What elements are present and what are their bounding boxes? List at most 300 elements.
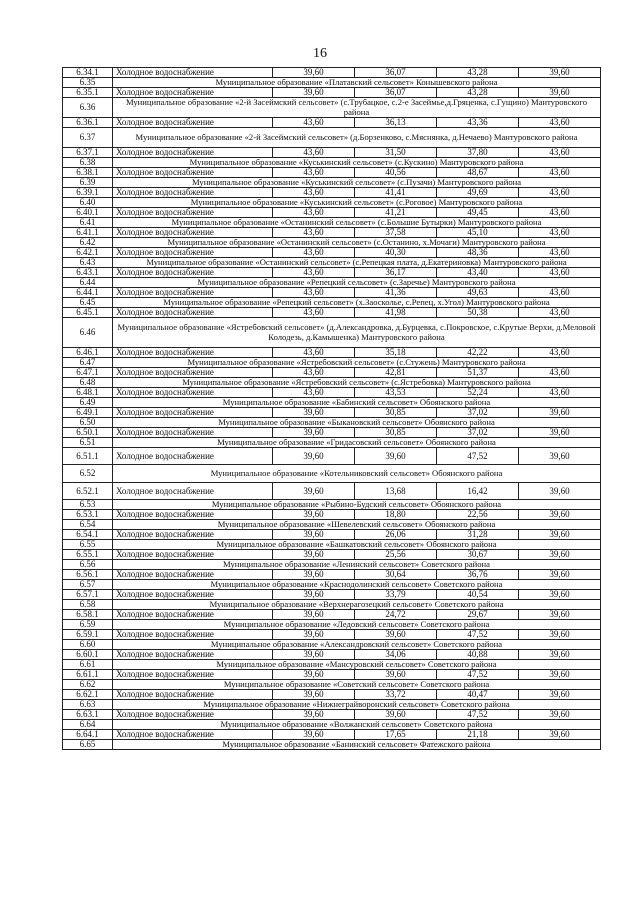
municipality-name: Муниципальное образование «Ястребовский сельсовет» (д.Александровка, д.Бурцевка, с.Покровское, с.Крутые Верхи, д.Меловой Колодезь, д.Камышенка) Мантуровского района <box>113 318 601 348</box>
service-name: Холодное водоснабжение <box>113 530 273 540</box>
tariff-value-1: 43,60 <box>273 368 355 378</box>
tariff-value-4: 39,60 <box>519 530 601 540</box>
service-row <box>63 610 601 620</box>
row-number: 6.42.1 <box>63 248 113 258</box>
row-number: 6.43 <box>63 258 113 268</box>
row-number: 6.61 <box>63 660 113 670</box>
municipality-row <box>63 128 601 148</box>
tariff-value-2: 41,41 <box>355 188 437 198</box>
service-row <box>63 288 601 298</box>
service-row <box>63 510 601 520</box>
row-number: 6.51 <box>63 438 113 448</box>
tariff-value-4: 43,60 <box>519 368 601 378</box>
tariff-value-3: 43,40 <box>437 268 519 278</box>
service-name: Холодное водоснабжение <box>113 550 273 560</box>
municipality-row <box>63 640 601 650</box>
tariff-value-1: 39,60 <box>273 448 355 465</box>
municipality-name: Муниципальное образование «Котельниковский сельсовет» Обоянского района <box>113 465 601 483</box>
service-name: Холодное водоснабжение <box>113 730 273 740</box>
row-number: 6.36.1 <box>63 118 113 128</box>
service-row <box>63 208 601 218</box>
municipality-row <box>63 500 601 510</box>
tariff-value-1: 43,60 <box>273 148 355 158</box>
service-name: Холодное водоснабжение <box>113 570 273 580</box>
tariff-value-2: 36,07 <box>355 88 437 98</box>
row-number: 6.50.1 <box>63 428 113 438</box>
municipality-name: Муниципальное образование «2-й Засеймский сельсовет» (с.Трубацкое, с.2-е Засеймье,д.Гряценка, с.Гущино) Мантуровского района <box>113 98 601 118</box>
tariff-value-1: 43,60 <box>273 348 355 358</box>
service-name: Холодное водоснабжение <box>113 148 273 158</box>
tariff-value-1: 39,60 <box>273 530 355 540</box>
municipality-name: Муниципальное образование «Ястребовский сельсовет» (с.Стужень) Мантуровского района <box>113 358 601 368</box>
service-name: Холодное водоснабжение <box>113 408 273 418</box>
municipality-row <box>63 178 601 188</box>
row-number: 6.45.1 <box>63 308 113 318</box>
service-name: Холодное водоснабжение <box>113 228 273 238</box>
service-row <box>63 650 601 660</box>
row-number: 6.57 <box>63 580 113 590</box>
tariff-value-4: 39,60 <box>519 710 601 720</box>
tariff-value-4: 43,60 <box>519 268 601 278</box>
row-number: 6.52 <box>63 465 113 483</box>
tariff-value-2: 13,68 <box>355 483 437 500</box>
tariff-value-1: 39,60 <box>273 68 355 78</box>
tariff-value-2: 36,13 <box>355 118 437 128</box>
service-row <box>63 730 601 740</box>
tariff-value-3: 22,56 <box>437 510 519 520</box>
tariff-value-3: 47,52 <box>437 630 519 640</box>
row-number: 6.45 <box>63 298 113 308</box>
service-row <box>63 228 601 238</box>
tariff-value-1: 39,60 <box>273 590 355 600</box>
tariff-value-1: 43,60 <box>273 188 355 198</box>
row-number: 6.49.1 <box>63 408 113 418</box>
tariff-value-2: 36,17 <box>355 268 437 278</box>
municipality-name: Муниципальное образование «Ледовский сельсовет» Советского района <box>113 620 601 630</box>
row-number: 6.60 <box>63 640 113 650</box>
service-name: Холодное водоснабжение <box>113 650 273 660</box>
service-name: Холодное водоснабжение <box>113 630 273 640</box>
service-name: Холодное водоснабжение <box>113 710 273 720</box>
row-number: 6.35.1 <box>63 88 113 98</box>
row-number: 6.48.1 <box>63 388 113 398</box>
municipality-name: Муниципальное образование «Ленинский сельсовет» Советского района <box>113 560 601 570</box>
service-row <box>63 268 601 278</box>
municipality-row <box>63 720 601 730</box>
tariff-value-1: 39,60 <box>273 610 355 620</box>
row-number: 6.40 <box>63 198 113 208</box>
tariff-value-4: 43,60 <box>519 248 601 258</box>
service-row <box>63 148 601 158</box>
tariff-value-4: 39,60 <box>519 408 601 418</box>
tariff-value-3: 47,52 <box>437 448 519 465</box>
service-row <box>63 168 601 178</box>
service-row <box>63 690 601 700</box>
service-row <box>63 118 601 128</box>
tariff-value-1: 39,60 <box>273 670 355 680</box>
tariff-value-2: 30,85 <box>355 428 437 438</box>
service-row <box>63 550 601 560</box>
municipality-name: Муниципальное образование «Верхнерагозецкий сельсовет» Советского района <box>113 600 601 610</box>
tariff-value-4: 39,60 <box>519 510 601 520</box>
municipality-row <box>63 238 601 248</box>
row-number: 6.65 <box>63 740 113 750</box>
tariff-value-4: 43,60 <box>519 388 601 398</box>
tariff-value-3: 37,80 <box>437 148 519 158</box>
row-number: 6.47 <box>63 358 113 368</box>
tariff-value-1: 39,60 <box>273 510 355 520</box>
tariff-value-2: 26,06 <box>355 530 437 540</box>
municipality-name: Муниципальное образование «2-й Засеймский сельсовет» (д.Борзенково, с.Мяснянка, д.Нечаево) Мантуровского района <box>113 128 601 148</box>
service-row <box>63 188 601 198</box>
tariff-value-2: 39,60 <box>355 710 437 720</box>
service-name: Холодное водоснабжение <box>113 590 273 600</box>
tariff-value-1: 39,60 <box>273 428 355 438</box>
tariff-value-3: 47,52 <box>437 710 519 720</box>
municipality-name: Муниципальное образование «Рыбино-Будский сельсовет» Обоянского района <box>113 500 601 510</box>
tariff-value-2: 30,85 <box>355 408 437 418</box>
tariff-value-3: 47,52 <box>437 670 519 680</box>
service-row <box>63 670 601 680</box>
tariff-value-2: 43,53 <box>355 388 437 398</box>
tariff-value-3: 43,36 <box>437 118 519 128</box>
page-number: 16 <box>313 46 327 61</box>
service-name: Холодное водоснабжение <box>113 610 273 620</box>
row-number: 6.39.1 <box>63 188 113 198</box>
municipality-name: Муниципальное образование «Банинский сельсовет» Фатежского района <box>113 740 601 750</box>
tariff-value-2: 18,80 <box>355 510 437 520</box>
service-name: Холодное водоснабжение <box>113 168 273 178</box>
tariff-value-4: 39,60 <box>519 650 601 660</box>
service-name: Холодное водоснабжение <box>113 308 273 318</box>
tariff-value-4: 43,60 <box>519 208 601 218</box>
row-number: 6.38.1 <box>63 168 113 178</box>
service-name: Холодное водоснабжение <box>113 348 273 358</box>
row-number: 6.58 <box>63 600 113 610</box>
row-number: 6.44.1 <box>63 288 113 298</box>
tariff-value-3: 21,18 <box>437 730 519 740</box>
row-number: 6.54 <box>63 520 113 530</box>
tariff-value-4: 39,60 <box>519 88 601 98</box>
service-row <box>63 448 601 465</box>
service-name: Холодное водоснабжение <box>113 428 273 438</box>
row-number: 6.37 <box>63 128 113 148</box>
tariff-value-2: 36,07 <box>355 68 437 78</box>
tariff-value-1: 43,60 <box>273 118 355 128</box>
tariff-value-4: 39,60 <box>519 590 601 600</box>
tariff-value-2: 33,79 <box>355 590 437 600</box>
tariff-value-2: 37,58 <box>355 228 437 238</box>
row-number: 6.43.1 <box>63 268 113 278</box>
tariff-value-2: 42,81 <box>355 368 437 378</box>
service-name: Холодное водоснабжение <box>113 483 273 500</box>
tariff-value-4: 43,60 <box>519 288 601 298</box>
tariff-value-1: 43,60 <box>273 248 355 258</box>
row-number: 6.46.1 <box>63 348 113 358</box>
service-row <box>63 590 601 600</box>
municipality-name: Муниципальное образование «Волжанский сельсовет» Советского района <box>113 720 601 730</box>
service-name: Холодное водоснабжение <box>113 448 273 465</box>
municipality-name: Муниципальное образование «Репецкий сельсовет» (х.Заосколье, с.Репец, х.Угол) Мантуровского района <box>113 298 601 308</box>
row-number: 6.53.1 <box>63 510 113 520</box>
municipality-row <box>63 198 601 208</box>
municipality-name: Муниципальное образование «Куськинский сельсовет» (с.Кускино) Мантуровского района <box>113 158 601 168</box>
service-row <box>63 630 601 640</box>
tariff-value-3: 42,22 <box>437 348 519 358</box>
tariff-value-3: 37,02 <box>437 408 519 418</box>
tariff-value-3: 50,38 <box>437 308 519 318</box>
tariff-value-4: 39,60 <box>519 68 601 78</box>
municipality-name: Муниципальное образование «Останинский сельсовет» (с.Репецкая плата, д.Екатериновка) Мантуровского района <box>113 258 601 268</box>
tariff-value-1: 39,60 <box>273 570 355 580</box>
row-number: 6.56.1 <box>63 570 113 580</box>
row-number: 6.58.1 <box>63 610 113 620</box>
row-number: 6.56 <box>63 560 113 570</box>
row-number: 6.53 <box>63 500 113 510</box>
row-number: 6.57.1 <box>63 590 113 600</box>
service-row <box>63 483 601 500</box>
municipality-row <box>63 218 601 228</box>
row-number: 6.49 <box>63 398 113 408</box>
municipality-row <box>63 78 601 88</box>
service-name: Холодное водоснабжение <box>113 248 273 258</box>
tariff-value-2: 40,30 <box>355 248 437 258</box>
tariff-value-4: 39,60 <box>519 483 601 500</box>
row-number: 6.61.1 <box>63 670 113 680</box>
row-number: 6.54.1 <box>63 530 113 540</box>
tariff-value-3: 49,63 <box>437 288 519 298</box>
municipality-name: Муниципальное образование «Советский сельсовет» Советского района <box>113 680 601 690</box>
tariff-value-3: 30,67 <box>437 550 519 560</box>
municipality-row <box>63 660 601 670</box>
municipality-row <box>63 278 601 288</box>
tariff-value-2: 17,65 <box>355 730 437 740</box>
row-number: 6.37.1 <box>63 148 113 158</box>
tariff-value-3: 49,69 <box>437 188 519 198</box>
service-name: Холодное водоснабжение <box>113 388 273 398</box>
tariff-value-4: 39,60 <box>519 570 601 580</box>
service-name: Холодное водоснабжение <box>113 118 273 128</box>
tariff-value-3: 48,67 <box>437 168 519 178</box>
tariff-value-2: 41,98 <box>355 308 437 318</box>
municipality-row <box>63 520 601 530</box>
row-number: 6.41 <box>63 218 113 228</box>
tariff-value-4: 39,60 <box>519 448 601 465</box>
tariff-value-3: 45,10 <box>437 228 519 238</box>
tariff-value-1: 39,60 <box>273 730 355 740</box>
tariff-value-1: 43,60 <box>273 268 355 278</box>
tariff-value-1: 39,60 <box>273 88 355 98</box>
service-row <box>63 88 601 98</box>
service-row <box>63 530 601 540</box>
row-number: 6.52.1 <box>63 483 113 500</box>
service-row <box>63 68 601 78</box>
row-number: 6.64.1 <box>63 730 113 740</box>
municipality-name: Муниципальное образование «Останинский сельсовет» (с.Останино, х.Мочаги) Мантуровского района <box>113 238 601 248</box>
service-name: Холодное водоснабжение <box>113 288 273 298</box>
row-number: 6.59.1 <box>63 630 113 640</box>
service-row <box>63 388 601 398</box>
tariff-value-1: 43,60 <box>273 208 355 218</box>
municipality-name: Муниципальное образование «Быкановский сельсовет» Обоянского района <box>113 418 601 428</box>
tariff-value-1: 39,60 <box>273 630 355 640</box>
municipality-row <box>63 620 601 630</box>
tariff-value-4: 39,60 <box>519 550 601 560</box>
municipality-row <box>63 740 601 750</box>
row-number: 6.34.1 <box>63 68 113 78</box>
row-number: 6.59 <box>63 620 113 630</box>
tariff-table-body <box>63 68 601 750</box>
tariff-value-1: 43,60 <box>273 228 355 238</box>
municipality-name: Муниципальное образование «Репецкий сельсовет» (с.Заречье) Мантуровского района <box>113 278 601 288</box>
municipality-row <box>63 540 601 550</box>
tariff-value-2: 39,60 <box>355 630 437 640</box>
tariff-value-2: 41,36 <box>355 288 437 298</box>
tariff-value-1: 39,60 <box>273 408 355 418</box>
row-number: 6.36 <box>63 98 113 118</box>
row-number: 6.63 <box>63 700 113 710</box>
tariff-value-1: 39,60 <box>273 483 355 500</box>
row-number: 6.48 <box>63 378 113 388</box>
tariff-value-1: 43,60 <box>273 288 355 298</box>
tariff-value-4: 39,60 <box>519 670 601 680</box>
municipality-row <box>63 158 601 168</box>
row-number: 6.47.1 <box>63 368 113 378</box>
service-name: Холодное водоснабжение <box>113 690 273 700</box>
tariff-table <box>62 67 601 750</box>
row-number: 6.51.1 <box>63 448 113 465</box>
tariff-value-2: 31,50 <box>355 148 437 158</box>
row-number: 6.64 <box>63 720 113 730</box>
tariff-value-4: 43,60 <box>519 228 601 238</box>
row-number: 6.39 <box>63 178 113 188</box>
tariff-value-1: 39,60 <box>273 550 355 560</box>
tariff-value-2: 33,72 <box>355 690 437 700</box>
row-number: 6.55.1 <box>63 550 113 560</box>
municipality-name: Муниципальное образование «Куськинский сельсовет» (с.Пузачи) Мантуровского района <box>113 178 601 188</box>
municipality-name: Муниципальное образование «Башкатовский сельсовет» Обоянского района <box>113 540 601 550</box>
municipality-name: Муниципальное образование «Александровский сельсовет» Советского района <box>113 640 601 650</box>
row-number: 6.55 <box>63 540 113 550</box>
row-number: 6.35 <box>63 78 113 88</box>
row-number: 6.44 <box>63 278 113 288</box>
tariff-value-2: 39,60 <box>355 670 437 680</box>
municipality-row <box>63 258 601 268</box>
tariff-value-3: 31,28 <box>437 530 519 540</box>
municipality-row <box>63 318 601 348</box>
municipality-row <box>63 398 601 408</box>
tariff-value-3: 37,02 <box>437 428 519 438</box>
municipality-name: Муниципальное образование «Гридасовский сельсовет» Обоянского района <box>113 438 601 448</box>
tariff-value-2: 24,72 <box>355 610 437 620</box>
tariff-value-4: 39,60 <box>519 630 601 640</box>
row-number: 6.62 <box>63 680 113 690</box>
tariff-value-3: 48,36 <box>437 248 519 258</box>
tariff-value-4: 43,60 <box>519 118 601 128</box>
service-name: Холодное водоснабжение <box>113 88 273 98</box>
municipality-row <box>63 465 601 483</box>
municipality-name: Муниципальное образование «Краснодолинский сельсовет» Советского района <box>113 580 601 590</box>
tariff-value-2: 34,06 <box>355 650 437 660</box>
tariff-value-2: 30,64 <box>355 570 437 580</box>
tariff-value-3: 29,67 <box>437 610 519 620</box>
service-row <box>63 408 601 418</box>
tariff-value-4: 43,60 <box>519 308 601 318</box>
municipality-row <box>63 680 601 690</box>
tariff-value-3: 36,76 <box>437 570 519 580</box>
municipality-name: Муниципальное образование «Бабинский сельсовет» Обоянского района <box>113 398 601 408</box>
municipality-row <box>63 700 601 710</box>
service-row <box>63 348 601 358</box>
service-row <box>63 248 601 258</box>
tariff-value-3: 43,28 <box>437 68 519 78</box>
tariff-value-4: 43,60 <box>519 148 601 158</box>
tariff-value-3: 51,37 <box>437 368 519 378</box>
tariff-value-3: 49,45 <box>437 208 519 218</box>
tariff-value-4: 43,60 <box>519 168 601 178</box>
tariff-value-1: 43,60 <box>273 388 355 398</box>
tariff-value-4: 39,60 <box>519 428 601 438</box>
service-name: Холодное водоснабжение <box>113 68 273 78</box>
row-number: 6.63.1 <box>63 710 113 720</box>
row-number: 6.40.1 <box>63 208 113 218</box>
service-row <box>63 428 601 438</box>
tariff-value-4: 39,60 <box>519 610 601 620</box>
tariff-value-3: 40,54 <box>437 590 519 600</box>
tariff-value-3: 16,42 <box>437 483 519 500</box>
municipality-name: Муниципальное образование «Платавский сельсовет» Конышевского района <box>113 78 601 88</box>
row-number: 6.41.1 <box>63 228 113 238</box>
tariff-value-4: 39,60 <box>519 690 601 700</box>
tariff-value-1: 43,60 <box>273 308 355 318</box>
tariff-value-2: 35,18 <box>355 348 437 358</box>
service-name: Холодное водоснабжение <box>113 670 273 680</box>
row-number: 6.46 <box>63 318 113 348</box>
tariff-value-4: 43,60 <box>519 188 601 198</box>
municipality-name: Муниципальное образование «Останинский сельсовет» (с.Большие Бутырки) Мантуровского района <box>113 218 601 228</box>
municipality-name: Муниципальное образование «Ястребовский сельсовет» (с.Ястребовка) Мантуровского района <box>113 378 601 388</box>
tariff-value-2: 25,56 <box>355 550 437 560</box>
tariff-value-1: 39,60 <box>273 710 355 720</box>
municipality-row <box>63 438 601 448</box>
municipality-row <box>63 580 601 590</box>
row-number: 6.50 <box>63 418 113 428</box>
municipality-name: Муниципальное образование «Мансуровский сельсовет» Советского района <box>113 660 601 670</box>
tariff-value-3: 52,24 <box>437 388 519 398</box>
row-number: 6.60.1 <box>63 650 113 660</box>
service-row <box>63 570 601 580</box>
service-name: Холодное водоснабжение <box>113 510 273 520</box>
municipality-row <box>63 298 601 308</box>
tariff-value-4: 39,60 <box>519 730 601 740</box>
row-number: 6.38 <box>63 158 113 168</box>
service-name: Холодное водоснабжение <box>113 208 273 218</box>
tariff-value-2: 39,60 <box>355 448 437 465</box>
tariff-value-1: 39,60 <box>273 650 355 660</box>
row-number: 6.62.1 <box>63 690 113 700</box>
service-row <box>63 710 601 720</box>
municipality-name: Муниципальное образование «Куськинский сельсовет» (с.Роговое) Мантуровского района <box>113 198 601 208</box>
municipality-row <box>63 560 601 570</box>
service-row <box>63 308 601 318</box>
service-name: Холодное водоснабжение <box>113 368 273 378</box>
municipality-row <box>63 418 601 428</box>
tariff-value-2: 41,21 <box>355 208 437 218</box>
tariff-value-4: 43,60 <box>519 348 601 358</box>
municipality-row <box>63 378 601 388</box>
municipality-row <box>63 358 601 368</box>
municipality-name: Муниципальное образование «Шевелевский сельсовет» Обоянского района <box>113 520 601 530</box>
